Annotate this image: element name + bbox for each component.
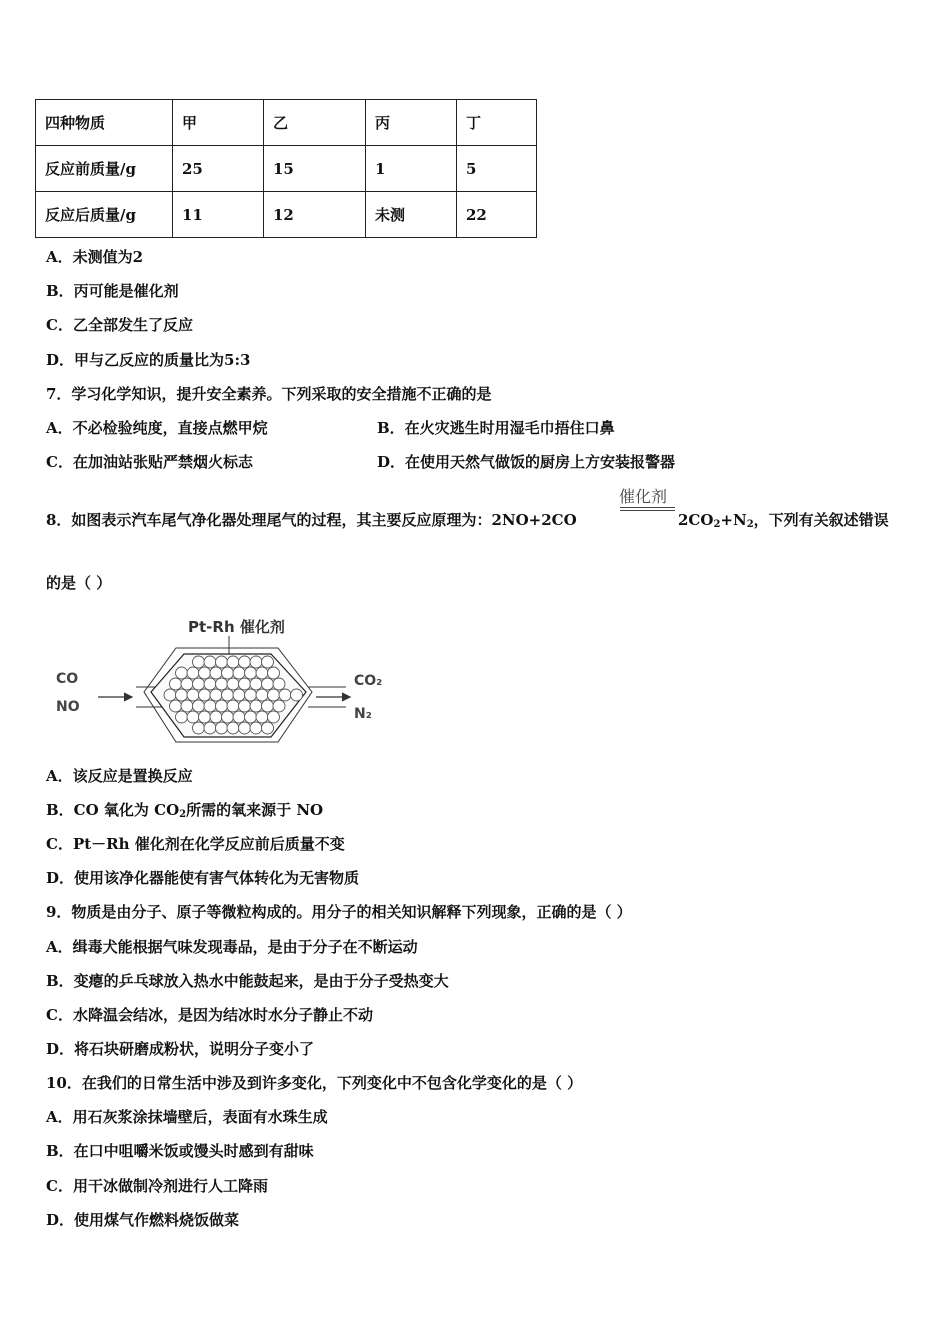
q8-catalyst-label: 催化剂 [619, 487, 668, 506]
q7-stem: 7．学习化学知识，提升安全素养。下列采取的安全措施不正确的是 [46, 385, 492, 403]
catalyst-pellet [256, 667, 268, 679]
table-cell: 反应前质量/g [36, 146, 173, 192]
catalyst-pellet [176, 667, 188, 679]
catalyst-pellet [239, 678, 251, 690]
table-header-cell: 乙 [264, 100, 366, 146]
q8-option-d: D．使用该净化器能使有害气体转化为无害物质 [46, 869, 360, 887]
catalyst-pellet [222, 689, 234, 701]
table-row [36, 146, 537, 192]
catalyst-pellet [170, 678, 182, 690]
catalyst-pellet [210, 689, 222, 701]
catalyst-pellet [233, 689, 245, 701]
q9-option-c: C．水降温会结冰，是因为结冰时水分子静止不动 [46, 1006, 373, 1024]
catalyst-pellet [245, 711, 257, 723]
catalyst-pellet [204, 656, 216, 668]
q7-option-a: A．不必检验纯度，直接点燃甲烷 [46, 419, 268, 437]
table-header-cell: 丁 [457, 100, 537, 146]
q6-option-a: A．未测值为2 [46, 248, 144, 266]
catalyst-pellet [262, 656, 274, 668]
catalyst-pellet [239, 700, 251, 712]
catalyst-pellet [204, 678, 216, 690]
catalyst-pellet [193, 700, 205, 712]
q8-option-b-post: 所需的氧来源于 NO [186, 801, 324, 819]
catalyst-pellet [216, 700, 228, 712]
catalyst-pellet [250, 700, 262, 712]
table-cell: 15 [264, 146, 366, 192]
catalyst-pellet [176, 689, 188, 701]
output-gas-n2: N₂ [354, 706, 372, 722]
catalyst-pellet [204, 700, 216, 712]
catalyst-pellet [199, 711, 211, 723]
q10-option-c: C．用干冰做制冷剂进行人工降雨 [46, 1177, 268, 1195]
q10-option-d: D．使用煤气作燃料烧饭做菜 [46, 1211, 240, 1229]
q8-stem-line2: 的是（ ） [46, 574, 112, 592]
table-cell: 25 [173, 146, 264, 192]
q8-equation-line [620, 510, 675, 511]
q8-option-a: A．该反应是置换反应 [46, 767, 193, 785]
q9-option-b: B．变瘪的乒乓球放入热水中能鼓起来，是由于分子受热变大 [46, 972, 449, 990]
q8-product-n-sub: 2 [746, 519, 754, 530]
catalyst-pellet [291, 689, 303, 701]
table-row [36, 192, 537, 238]
q10-stem: 10．在我们的日常生活中涉及到许多变化，下列变化中不包含化学变化的是（ ） [46, 1074, 583, 1092]
catalyst-pellet [187, 711, 199, 723]
catalyst-pellet [222, 711, 234, 723]
catalyst-pellet [245, 689, 257, 701]
q8-product-co: 2CO [678, 511, 714, 529]
q8-equation-line [620, 507, 675, 508]
catalyst-pellet [273, 678, 285, 690]
q6-option-b: B．丙可能是催化剂 [46, 282, 179, 300]
q7-option-c: C．在加油站张贴严禁烟火标志 [46, 453, 253, 471]
q8-option-b-pre: B．CO 氧化为 CO [46, 801, 180, 819]
catalyst-pellet [216, 722, 228, 734]
q8-option-c: C．Pt－Rh 催化剂在化学反应前后质量不变 [46, 835, 345, 853]
catalyst-pellet [210, 711, 222, 723]
table-header-cell: 四种物质 [36, 100, 173, 146]
q6-option-c: C．乙全部发生了反应 [46, 316, 193, 334]
q9-option-d: D．将石块研磨成粉状，说明分子变小了 [46, 1040, 315, 1058]
catalyst-pellet [256, 711, 268, 723]
catalyst-pellet [268, 689, 280, 701]
catalyst-pellet [210, 667, 222, 679]
q7-option-b: B．在火灾逃生时用湿毛巾捂住口鼻 [377, 419, 615, 437]
output-gas-co2: CO₂ [354, 673, 383, 689]
table-cell: 11 [173, 192, 264, 238]
catalyst-pellet [268, 711, 280, 723]
table-cell: 12 [264, 192, 366, 238]
catalyst-pellet [170, 700, 182, 712]
table-cell: 5 [457, 146, 537, 192]
catalyst-pellet [262, 678, 274, 690]
catalyst-pellet [187, 689, 199, 701]
catalyst-pellet [273, 700, 285, 712]
q8-option-b-sub: 2 [179, 809, 187, 820]
catalyst-pellet [250, 656, 262, 668]
catalyst-pellet [256, 689, 268, 701]
catalyst-pellet [193, 722, 205, 734]
catalyst-pellet [227, 700, 239, 712]
input-gas-co: CO [56, 671, 79, 687]
catalyst-pellet [199, 667, 211, 679]
catalyst-figure-label: Pt-Rh 催化剂 [188, 618, 285, 636]
catalyst-pellet [279, 689, 291, 701]
catalyst-pellet [222, 667, 234, 679]
table-header-row [36, 100, 537, 146]
q10-option-b: B．在口中咀嚼米饭或馒头时感到有甜味 [46, 1142, 314, 1160]
q7-option-d: D．在使用天然气做饭的厨房上方安装报警器 [377, 453, 676, 471]
table-cell: 反应后质量/g [36, 192, 173, 238]
q8-product-n: +N [720, 511, 747, 529]
catalyst-pellet [250, 722, 262, 734]
catalyst-pellet [239, 656, 251, 668]
table-header-cell: 甲 [173, 100, 264, 146]
catalyst-pellet [262, 722, 274, 734]
catalyst-pellet [176, 711, 188, 723]
q9-option-a: A．缉毒犬能根据气味发现毒品，是由于分子在不断运动 [46, 938, 418, 956]
mass-table [35, 99, 537, 238]
table-cell: 1 [366, 146, 457, 192]
q8-stem: 8．如图表示汽车尾气净化器处理尾气的过程，其主要反应原理为：2NO+2CO [46, 511, 577, 529]
catalytic-converter-figure [46, 612, 396, 752]
catalyst-pellet [164, 689, 176, 701]
catalyst-pellet [216, 656, 228, 668]
q8-product-co-sub: 2 [713, 519, 721, 530]
q9-stem: 9．物质是由分子、原子等微粒构成的。用分子的相关知识解释下列现象，正确的是（ ） [46, 903, 632, 921]
table-cell: 22 [457, 192, 537, 238]
catalyst-pellet [181, 678, 193, 690]
catalyst-pellet [199, 689, 211, 701]
output-arrow [316, 693, 350, 701]
catalyst-pellet [181, 700, 193, 712]
catalyst-pellet [227, 722, 239, 734]
catalyst-pellet [233, 711, 245, 723]
q6-option-d: D．甲与乙反应的质量比为5:3 [46, 351, 251, 369]
catalyst-pellet [262, 700, 274, 712]
catalyst-pellet [233, 667, 245, 679]
catalyst-pellet [245, 667, 257, 679]
table-cell: 未测 [366, 192, 457, 238]
q8-stem-tail: ，下列有关叙述错误 [753, 511, 889, 529]
catalyst-pellet [204, 722, 216, 734]
catalyst-pellet [193, 678, 205, 690]
catalyst-pellet [216, 678, 228, 690]
q8-products [678, 509, 889, 530]
input-arrow [98, 693, 132, 701]
catalyst-pellet [268, 667, 280, 679]
catalyst-pellet [227, 678, 239, 690]
input-gas-no: NO [56, 699, 80, 715]
table-header-cell: 丙 [366, 100, 457, 146]
catalyst-pellet [193, 656, 205, 668]
q8-option-b [46, 799, 323, 820]
catalyst-pellet [227, 656, 239, 668]
catalyst-pellet [239, 722, 251, 734]
catalyst-pellet [187, 667, 199, 679]
q10-option-a: A．用石灰浆涂抹墙壁后，表面有水珠生成 [46, 1108, 328, 1126]
catalyst-pellet [250, 678, 262, 690]
